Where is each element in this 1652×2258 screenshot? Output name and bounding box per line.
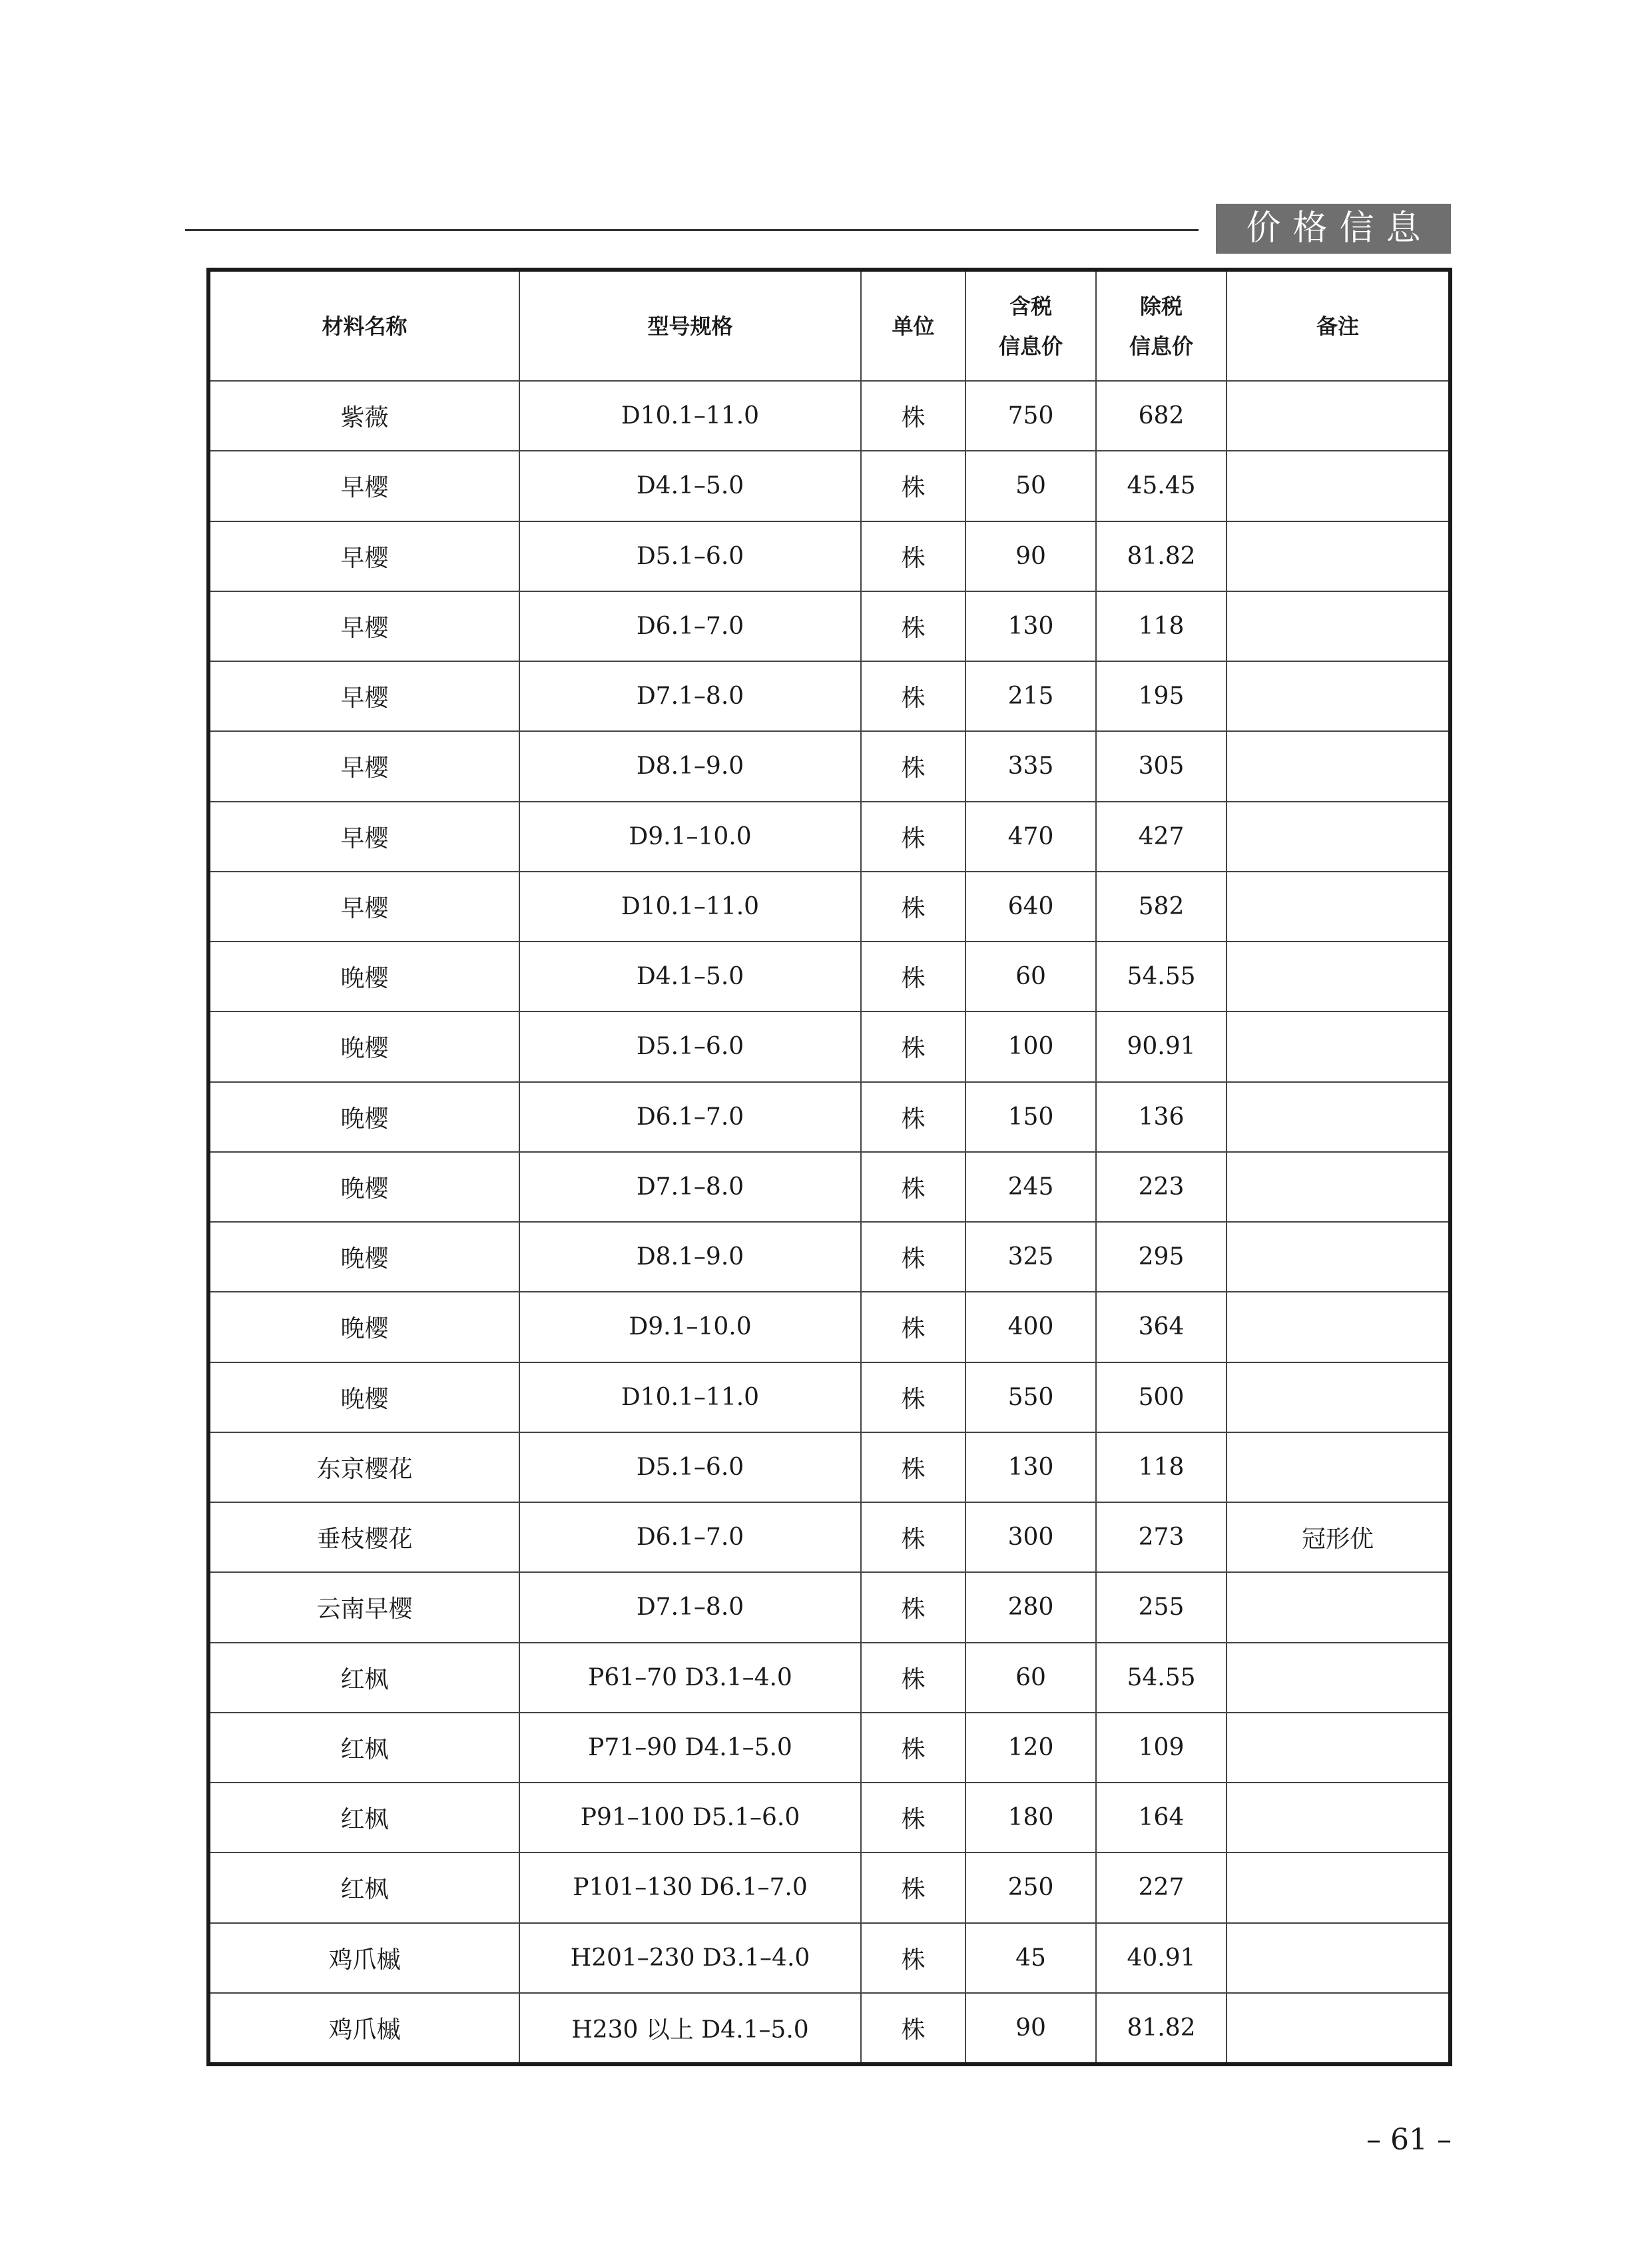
cell-tax-included-price: 250 <box>965 1852 1096 1922</box>
cell-tax-included-price: 90 <box>965 1993 1096 2062</box>
cell-note <box>1227 1082 1448 1152</box>
cell-tax-excluded-price: 40.91 <box>1096 1923 1227 1993</box>
cell-note <box>1227 1362 1448 1432</box>
cell-material-name: 晚樱 <box>210 1152 519 1222</box>
table-row <box>210 1852 1448 1922</box>
cell-tax-excluded-price: 682 <box>1096 381 1227 451</box>
header-tax-included-line2: 信息价 <box>998 333 1063 359</box>
cell-tax-included-price: 60 <box>965 942 1096 1011</box>
header-rule <box>185 229 1199 231</box>
cell-spec: D8.1–9.0 <box>519 1222 861 1292</box>
cell-note <box>1227 1222 1448 1292</box>
cell-spec: D9.1–10.0 <box>519 802 861 872</box>
cell-tax-excluded-price: 223 <box>1096 1152 1227 1222</box>
table-row <box>210 1292 1448 1362</box>
cell-unit: 株 <box>861 731 965 801</box>
table-row <box>210 1993 1448 2062</box>
cell-spec: D10.1–11.0 <box>519 1362 861 1432</box>
cell-material-name: 早樱 <box>210 802 519 872</box>
cell-tax-included-price: 280 <box>965 1572 1096 1642</box>
cell-spec: D6.1–7.0 <box>519 591 861 661</box>
cell-note <box>1227 1152 1448 1222</box>
table-row <box>210 591 1448 661</box>
cell-note <box>1227 1993 1448 2062</box>
table-row <box>210 381 1448 451</box>
cell-material-name: 红枫 <box>210 1783 519 1852</box>
cell-tax-included-price: 150 <box>965 1082 1096 1152</box>
cell-unit: 株 <box>861 1993 965 2062</box>
cell-note <box>1227 451 1448 521</box>
cell-tax-excluded-price: 364 <box>1096 1292 1227 1362</box>
cell-material-name: 早樱 <box>210 451 519 521</box>
cell-tax-included-price: 130 <box>965 1432 1096 1502</box>
cell-tax-included-price: 245 <box>965 1152 1096 1222</box>
cell-unit: 株 <box>861 872 965 942</box>
header-tax-included-line1: 含税 <box>1009 293 1052 319</box>
cell-tax-included-price: 335 <box>965 731 1096 801</box>
header-material-name: 材料名称 <box>210 272 519 381</box>
cell-spec: H230 以上 D4.1–5.0 <box>519 1993 861 2062</box>
cell-spec: D4.1–5.0 <box>519 942 861 1011</box>
cell-tax-excluded-price: 109 <box>1096 1713 1227 1783</box>
price-table-frame <box>206 268 1452 2066</box>
cell-tax-excluded-price: 118 <box>1096 591 1227 661</box>
cell-tax-excluded-price: 118 <box>1096 1432 1227 1502</box>
cell-tax-excluded-price: 90.91 <box>1096 1011 1227 1081</box>
cell-tax-excluded-price: 227 <box>1096 1852 1227 1922</box>
cell-note <box>1227 1713 1448 1783</box>
cell-spec: D6.1–7.0 <box>519 1082 861 1152</box>
cell-spec: D7.1–8.0 <box>519 661 861 731</box>
cell-spec: D7.1–8.0 <box>519 1572 861 1642</box>
cell-unit: 株 <box>861 1923 965 1993</box>
cell-spec: P101–130 D6.1–7.0 <box>519 1852 861 1922</box>
cell-tax-included-price: 550 <box>965 1362 1096 1432</box>
cell-unit: 株 <box>861 1011 965 1081</box>
cell-spec: D6.1–7.0 <box>519 1502 861 1572</box>
section-title: 价格信息 <box>1216 204 1451 254</box>
table-row <box>210 521 1448 591</box>
header-spec: 型号规格 <box>519 272 861 381</box>
table-row <box>210 1643 1448 1713</box>
table-row <box>210 1222 1448 1292</box>
cell-tax-excluded-price: 136 <box>1096 1082 1227 1152</box>
table-row <box>210 1362 1448 1432</box>
cell-material-name: 红枫 <box>210 1852 519 1922</box>
cell-material-name: 早樱 <box>210 872 519 942</box>
cell-unit: 株 <box>861 1432 965 1502</box>
cell-note <box>1227 521 1448 591</box>
table-row <box>210 1923 1448 1993</box>
header-tax-excluded-line1: 除税 <box>1139 293 1183 319</box>
cell-tax-excluded-price: 273 <box>1096 1502 1227 1572</box>
cell-material-name: 晚樱 <box>210 1292 519 1362</box>
table-row <box>210 872 1448 942</box>
cell-material-name: 东京樱花 <box>210 1432 519 1502</box>
cell-tax-included-price: 130 <box>965 591 1096 661</box>
cell-tax-excluded-price: 54.55 <box>1096 1643 1227 1713</box>
cell-material-name: 垂枝樱花 <box>210 1502 519 1572</box>
cell-unit: 株 <box>861 1783 965 1852</box>
cell-tax-excluded-price: 81.82 <box>1096 521 1227 591</box>
cell-unit: 株 <box>861 1152 965 1222</box>
cell-note <box>1227 1783 1448 1852</box>
cell-tax-excluded-price: 500 <box>1096 1362 1227 1432</box>
cell-material-name: 早樱 <box>210 661 519 731</box>
cell-tax-included-price: 60 <box>965 1643 1096 1713</box>
cell-spec: H201–230 D3.1–4.0 <box>519 1923 861 1993</box>
cell-material-name: 红枫 <box>210 1713 519 1783</box>
table-row <box>210 1502 1448 1572</box>
cell-note <box>1227 1011 1448 1081</box>
cell-note: 冠形优 <box>1227 1502 1448 1572</box>
cell-unit: 株 <box>861 1572 965 1642</box>
cell-unit: 株 <box>861 942 965 1011</box>
cell-tax-included-price: 300 <box>965 1502 1096 1572</box>
cell-material-name: 晚樱 <box>210 942 519 1011</box>
cell-spec: P71–90 D4.1–5.0 <box>519 1713 861 1783</box>
cell-tax-included-price: 470 <box>965 802 1096 872</box>
cell-material-name: 早樱 <box>210 521 519 591</box>
header-tax-excluded-line2: 信息价 <box>1129 333 1193 359</box>
cell-tax-included-price: 50 <box>965 451 1096 521</box>
cell-note <box>1227 591 1448 661</box>
cell-material-name: 早樱 <box>210 591 519 661</box>
page-number: – 61 – <box>1366 2123 1452 2157</box>
table-body <box>210 381 1448 2062</box>
cell-unit: 株 <box>861 1643 965 1713</box>
cell-unit: 株 <box>861 1713 965 1783</box>
table-row <box>210 1783 1448 1852</box>
cell-unit: 株 <box>861 591 965 661</box>
cell-spec: P61–70 D3.1–4.0 <box>519 1643 861 1713</box>
cell-material-name: 鸡爪槭 <box>210 1993 519 2062</box>
cell-unit: 株 <box>861 1292 965 1362</box>
cell-unit: 株 <box>861 661 965 731</box>
table-row <box>210 731 1448 801</box>
cell-spec: D9.1–10.0 <box>519 1292 861 1362</box>
cell-unit: 株 <box>861 802 965 872</box>
cell-material-name: 早樱 <box>210 731 519 801</box>
cell-tax-excluded-price: 195 <box>1096 661 1227 731</box>
table-row <box>210 451 1448 521</box>
cell-tax-excluded-price: 164 <box>1096 1783 1227 1852</box>
cell-tax-excluded-price: 427 <box>1096 802 1227 872</box>
cell-tax-included-price: 100 <box>965 1011 1096 1081</box>
table-row <box>210 942 1448 1011</box>
table-row <box>210 661 1448 731</box>
table-row <box>210 1713 1448 1783</box>
cell-material-name: 晚樱 <box>210 1362 519 1432</box>
cell-tax-included-price: 640 <box>965 872 1096 942</box>
cell-note <box>1227 1923 1448 1993</box>
table-row <box>210 1572 1448 1642</box>
cell-spec: D5.1–6.0 <box>519 521 861 591</box>
cell-unit: 株 <box>861 1502 965 1572</box>
cell-note <box>1227 1572 1448 1642</box>
cell-note <box>1227 381 1448 451</box>
cell-spec: D10.1–11.0 <box>519 872 861 942</box>
cell-spec: D8.1–9.0 <box>519 731 861 801</box>
cell-tax-excluded-price: 81.82 <box>1096 1993 1227 2062</box>
cell-material-name: 晚樱 <box>210 1011 519 1081</box>
cell-unit: 株 <box>861 1362 965 1432</box>
cell-tax-excluded-price: 582 <box>1096 872 1227 942</box>
cell-tax-included-price: 120 <box>965 1713 1096 1783</box>
cell-unit: 株 <box>861 381 965 451</box>
cell-tax-included-price: 750 <box>965 381 1096 451</box>
cell-tax-included-price: 400 <box>965 1292 1096 1362</box>
cell-tax-included-price: 90 <box>965 521 1096 591</box>
header-note: 备注 <box>1227 272 1448 381</box>
table-row <box>210 802 1448 872</box>
table-header-row <box>210 272 1448 381</box>
cell-note <box>1227 1292 1448 1362</box>
cell-spec: D7.1–8.0 <box>519 1152 861 1222</box>
cell-note <box>1227 1643 1448 1713</box>
cell-tax-excluded-price: 295 <box>1096 1222 1227 1292</box>
cell-spec: D10.1–11.0 <box>519 381 861 451</box>
cell-note <box>1227 942 1448 1011</box>
cell-spec: P91–100 D5.1–6.0 <box>519 1783 861 1852</box>
cell-tax-included-price: 45 <box>965 1923 1096 1993</box>
table-row <box>210 1152 1448 1222</box>
table-row <box>210 1011 1448 1081</box>
cell-tax-excluded-price: 45.45 <box>1096 451 1227 521</box>
cell-note <box>1227 661 1448 731</box>
header-unit: 单位 <box>861 272 965 381</box>
cell-spec: D4.1–5.0 <box>519 451 861 521</box>
cell-tax-excluded-price: 255 <box>1096 1572 1227 1642</box>
cell-tax-excluded-price: 305 <box>1096 731 1227 801</box>
cell-material-name: 晚樱 <box>210 1082 519 1152</box>
cell-unit: 株 <box>861 521 965 591</box>
cell-material-name: 紫薇 <box>210 381 519 451</box>
table-row <box>210 1432 1448 1502</box>
cell-material-name: 云南早樱 <box>210 1572 519 1642</box>
cell-note <box>1227 731 1448 801</box>
cell-unit: 株 <box>861 1222 965 1292</box>
cell-note <box>1227 802 1448 872</box>
cell-material-name: 晚樱 <box>210 1222 519 1292</box>
cell-note <box>1227 1852 1448 1922</box>
header-tax-excluded-price <box>1096 272 1227 381</box>
cell-tax-excluded-price: 54.55 <box>1096 942 1227 1011</box>
cell-material-name: 红枫 <box>210 1643 519 1713</box>
cell-spec: D5.1–6.0 <box>519 1011 861 1081</box>
cell-tax-included-price: 180 <box>965 1783 1096 1852</box>
cell-material-name: 鸡爪槭 <box>210 1923 519 1993</box>
cell-unit: 株 <box>861 451 965 521</box>
table-row <box>210 1082 1448 1152</box>
cell-spec: D5.1–6.0 <box>519 1432 861 1502</box>
header-tax-included-price <box>965 272 1096 381</box>
cell-tax-included-price: 215 <box>965 661 1096 731</box>
cell-tax-included-price: 325 <box>965 1222 1096 1292</box>
price-table <box>210 272 1448 2062</box>
cell-unit: 株 <box>861 1082 965 1152</box>
cell-note <box>1227 1432 1448 1502</box>
cell-note <box>1227 872 1448 942</box>
cell-unit: 株 <box>861 1852 965 1922</box>
